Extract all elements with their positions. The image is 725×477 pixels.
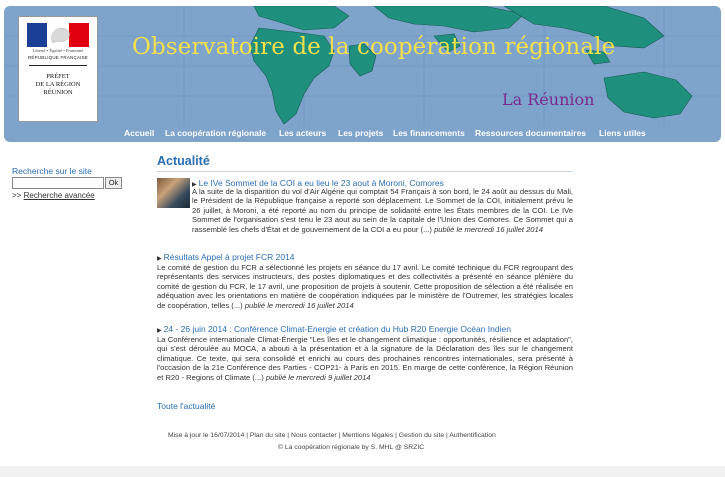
prefet-label	[19, 73, 97, 97]
advanced-search-row	[12, 191, 95, 200]
republic-name: RÉPUBLIQUE FRANÇAISE	[27, 55, 88, 60]
page-bottom-band	[0, 466, 725, 477]
nav-item-cooperation[interactable]: La coopération régionale	[165, 128, 267, 138]
site-header	[4, 6, 721, 142]
nav-item-ressources[interactable]: Ressources documentaires	[475, 128, 587, 138]
title-divider	[157, 171, 573, 172]
footer-links	[168, 432, 568, 439]
nav-item-acteurs[interactable]: Les acteurs	[279, 128, 327, 138]
footer-separator: |	[393, 432, 399, 439]
news-title-link[interactable]	[157, 324, 511, 334]
footer-link-contact[interactable]: Nous contacter	[290, 432, 337, 439]
prefecture-logo[interactable]	[18, 16, 98, 122]
search-label: Recherche sur le site	[12, 166, 92, 176]
prefet-line: PRÉFET	[46, 73, 70, 80]
news-excerpt: Le comité de gestion du FCR a sélectionné les projets en séance du 17 avril. Le comité technique du FCR regroupant des représentants des services instructeurs, des postes diplomatiques et des collectivités a présenté en séance plénière du comité de gestion du FCR, le 17 avril, une proposition de projets à soutenir. Cette proposition de sélection a été réalisée en adéquation avec les orientations en matière de coopération indiquées par le ministère de l'Outremer, les stratégies locales de coopération, telles (...)	[157, 263, 573, 310]
news-body	[157, 335, 573, 382]
world-map-illustration	[4, 6, 721, 126]
advanced-search-prefix: >>	[12, 191, 24, 200]
all-news-link[interactable]: Toute l'actualité	[157, 401, 216, 411]
bullet-arrow-icon: ▶	[157, 328, 162, 334]
news-excerpt: A la suite de la disparition du vol d'Air Algérie qui comptait 54 Français à son bord, le 24 août au dessus du Mali, le Président de la République française a reporté son déplacement. Le Sommet de la COI, initialement prévu le 26 juillet, à Moroni, a été reporté au nom du principe de solidarité entre les États membres de la COI. Le IVe Sommet de l'organisation s'est tenu le 23 aout au sein de la capitale de l'Union des Comores. Ce Sommet qui a rassemblé les chefs d'État et de gouvernement de la COI a eu pour (...)	[192, 187, 573, 234]
footer-copyright: © La coopération régionale by S. MHL @ SRZIC	[278, 444, 425, 451]
news-thumbnail-image[interactable]	[157, 178, 190, 208]
nav-item-projets[interactable]: Les projets	[338, 128, 384, 138]
site-subtitle: La Réunion	[502, 90, 595, 109]
prefet-line: DE LA RÉGION	[35, 81, 81, 88]
search-input[interactable]	[12, 177, 104, 189]
footer-link-plan[interactable]: Plan du site	[249, 432, 286, 439]
republic-motto: Liberté • Égalité • Fraternité	[32, 48, 84, 53]
nav-item-liens[interactable]: Liens utiles	[599, 128, 646, 138]
footer-separator: |	[285, 432, 291, 439]
footer-link-auth[interactable]: Authentification	[449, 432, 496, 439]
news-date: publié le mercredi 9 juillet 2014	[265, 372, 371, 382]
news-body	[192, 187, 573, 234]
news-excerpt: La Conférence internationale Climat-Énergie "Les îles et le changement climatique : opportunités, résilience et adaptation", qui s'est déroulée au MOCA, a abouti à la présentation et à la signature de la Déclaration des îles sur le changement climatique. Ce texte, qui sera consolidé et enrichi au cours des prochaines rencontres internationales, sera présenté à l'occasion de la 21e Conférence des Parties - COP21- à Paris en 2015. En marge de cette conférence, la Région Réunion et R20 - Regions of Climate (...)	[157, 335, 573, 382]
bullet-arrow-icon: ▶	[192, 182, 197, 188]
news-date: publié le mercredi 16 juillet 2014	[244, 300, 354, 310]
footer-updated: Mise à jour le 16/07/2014	[168, 432, 245, 439]
advanced-search-link[interactable]: Recherche avancée	[23, 191, 95, 200]
logo-divider	[29, 65, 87, 66]
footer-separator: |	[444, 432, 450, 439]
news-title-text[interactable]: 24 - 26 juin 2014 : Conférence Climat-Energie et création du Hub R20 Energie Océan Indien	[163, 324, 511, 334]
marianne-flag-icon	[27, 23, 89, 47]
news-title-link[interactable]	[157, 252, 295, 262]
footer-separator: |	[336, 432, 343, 439]
prefet-line: RÉUNION	[43, 89, 73, 96]
footer-separator: |	[244, 432, 250, 439]
footer-link-mentions[interactable]: Mentions légales	[342, 432, 394, 439]
footer-link-gestion[interactable]: Gestion du site	[398, 432, 445, 439]
search-ok-button[interactable]: Ok	[105, 177, 122, 189]
nav-item-financements[interactable]: Les financements	[393, 128, 465, 138]
main-nav	[4, 126, 721, 142]
site-title: Observatoire de la coopération régionale	[132, 34, 616, 60]
page-title: Actualité	[157, 154, 210, 168]
news-body	[157, 263, 573, 310]
news-title-text[interactable]: Le IVe Sommet de la COI a eu lieu le 23 aout à Moroni, Comores	[198, 178, 444, 188]
nav-item-accueil[interactable]: Accueil	[124, 128, 155, 138]
news-title-text[interactable]: Résultats Appel à projet FCR 2014	[163, 252, 295, 262]
news-date: publié le mercredi 16 juillet 2014	[434, 224, 543, 234]
bullet-arrow-icon: ▶	[157, 256, 162, 262]
